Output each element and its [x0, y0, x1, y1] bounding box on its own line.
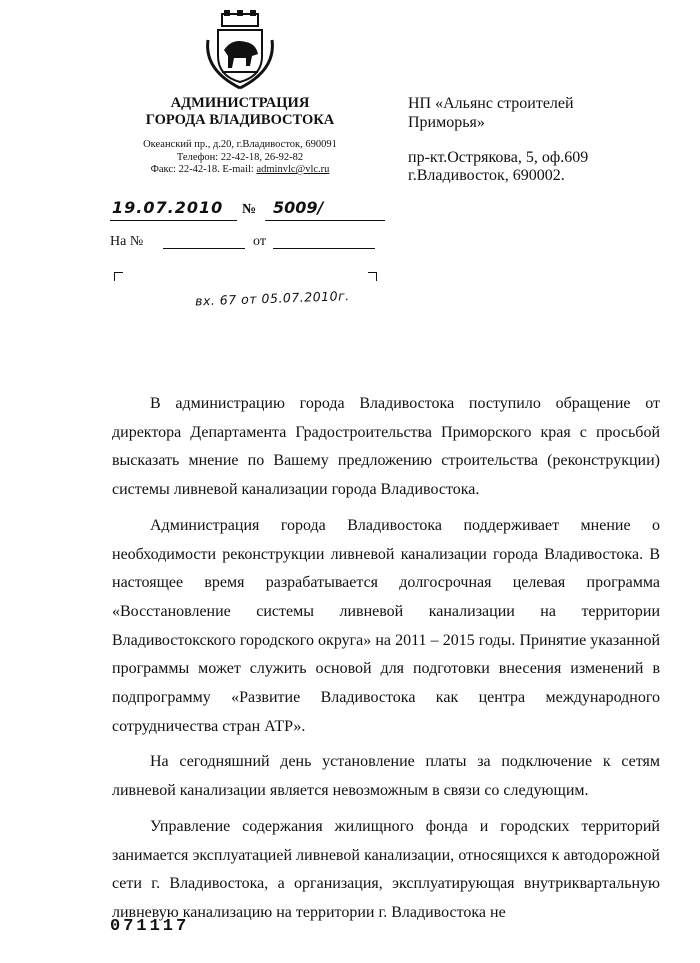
- from-label: от: [253, 234, 266, 249]
- sender-organization: [110, 95, 370, 129]
- incoming-handwritten-note: вх. 67 от 05.07.2010г.: [194, 288, 350, 309]
- recipient-address-line1: пр-кт.Острякова, 5, оф.609: [408, 149, 589, 166]
- sender-phone: Телефон: 22-42-18, 26-92-82: [176, 151, 304, 163]
- document-serial-number: 071117: [110, 917, 190, 936]
- recipient-address: [408, 149, 668, 185]
- letter-body: [112, 390, 660, 935]
- number-label: №: [242, 202, 257, 217]
- reference-line: [110, 234, 380, 254]
- on-number-label: На №: [110, 234, 144, 249]
- address-corner-right: [368, 272, 377, 281]
- sender-contacts: [110, 139, 370, 177]
- from-blank: [273, 248, 375, 249]
- paragraph: Управление содержания жилищного фонда и городских территорий занимается эксплуатацией ливневой канализации, относящихся к автодорожной сети г. Владивостока, а организация, эксплуатирующая внутриквартальную ливневую канализацию на территории г. Владивостока не: [112, 817, 660, 921]
- registration-line: [110, 198, 380, 224]
- paragraph: Администрация города Владивостока поддерживает мнение о необходимости реконструкции ливневой канализации города Владивостока. В настоящее время разрабатывается долгосрочная целевая программа «Восстановление системы ливневой канализации на территории Владивостокского городского округа» на 2011 – 2015 годы. Принятие указанной программы может служить основой для подготовки внесения изменений в подпрограмму «Развитие Владивостока как центра международного сотрудничества стран АТР».: [112, 516, 660, 735]
- address-corner-left: [114, 272, 123, 281]
- recipient-name-line1: НП «Альянс строителей: [408, 95, 574, 112]
- sender-email: adminvlc@vlc.ru: [256, 164, 330, 175]
- recipient-name-line2: Приморья»: [408, 114, 485, 131]
- recipient-address-line2: г.Владивосток, 690002.: [408, 167, 565, 184]
- paragraph: В администрацию города Владивостока поступило обращение от директора Департамента Градостроительства Приморского края с просьбой высказать мнение по Вашему предложению строительства (реконструкции) системы ливневой канализации города Владивостока.: [112, 395, 660, 499]
- recipient-name: [408, 94, 668, 132]
- handwritten-number: 5009/: [265, 198, 385, 221]
- handwritten-date: 19.07.2010: [110, 198, 237, 221]
- on-number-blank: [163, 248, 245, 249]
- sender-org-line2: ГОРОДА ВЛАДИВОСТОКА: [145, 112, 335, 128]
- sender-address: Океанский пр., д.20, г.Владивосток, 690091: [143, 139, 337, 150]
- paragraph: На сегодняшний день установление платы за подключение к сетям ливневой канализации является невозможным в связи со следующим.: [112, 753, 660, 800]
- sender-org-line1: АДМИНИСТРАЦИЯ: [170, 95, 310, 111]
- sender-fax: Факс: 22-42-18. E-mail:: [150, 164, 257, 175]
- coat-of-arms-icon: [200, 10, 280, 90]
- sender-fax-email: [110, 164, 370, 177]
